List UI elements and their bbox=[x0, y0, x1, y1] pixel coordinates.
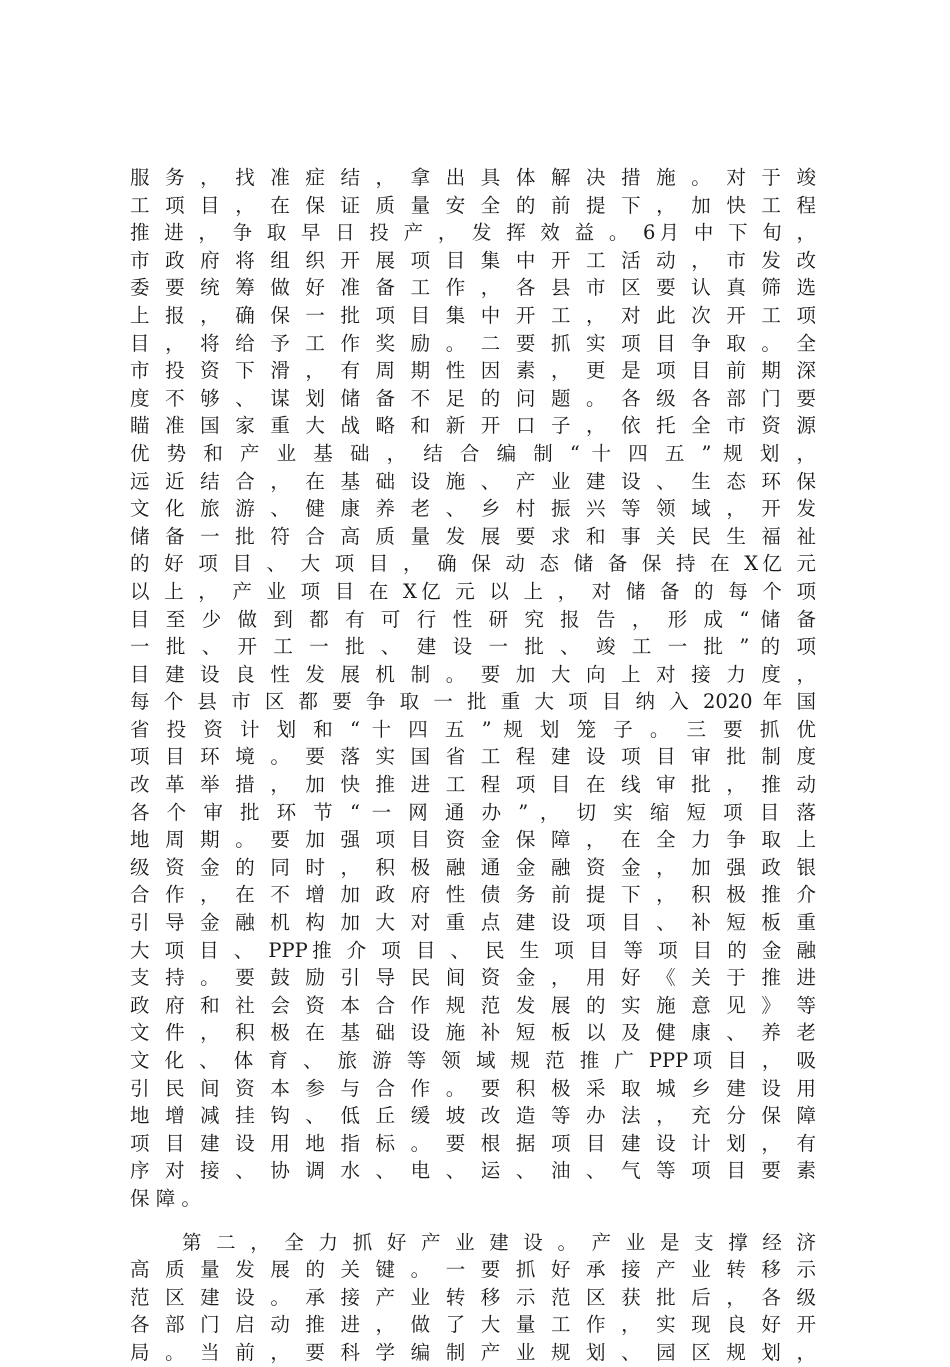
paragraph bbox=[130, 164, 816, 1213]
text-line: 引 导 金 融 机 构 加 大 对 重 点 建 设 项 目 、 补 短 板 重 bbox=[130, 911, 816, 935]
text-line: 各 个 审 批 环 节 “ 一 网 通 办 ” ， 切 实 缩 短 项 目 落 bbox=[130, 800, 816, 824]
text-line: 项 目 建 设 用 地 指 标 。 要 根 据 项 目 建 设 计 划 ， 有 bbox=[130, 1131, 816, 1155]
text-line: 上 报 ， 确 保 一 批 项 目 集 中 开 工 ， 对 此 次 开 工 项 bbox=[130, 303, 816, 327]
text-line: 储 备 一 批 符 合 高 质 量 发 展 要 求 和 事 关 民 生 福 祉 bbox=[130, 524, 816, 548]
text-line: 委 要 统 筹 做 好 准 备 工 作 ， 各 县 市 区 要 认 真 筛 选 bbox=[130, 276, 816, 300]
text-line: 序 对 接 、 协 调 水 、 电 、 运 、 油 、 气 等 项 目 要 素 bbox=[130, 1159, 816, 1183]
paragraph-gap bbox=[130, 1213, 816, 1229]
text-line: 市 投 资 下 滑 ， 有 周 期 性 因 素 ， 更 是 项 目 前 期 深 bbox=[130, 359, 816, 383]
text-line: 的 好 项 目 、 大 项 目 ， 确 保 动 态 储 备 保 持 在 X亿 元 bbox=[130, 552, 816, 576]
body-text bbox=[130, 164, 816, 1367]
text-line: 每 个 县 市 区 都 要 争 取 一 批 重 大 项 目 纳 入 2020 年 国 bbox=[130, 690, 816, 714]
paragraph bbox=[130, 1229, 816, 1367]
text-line: 瞄 准 国 家 重 大 战 略 和 新 开 口 子 ， 依 托 全 市 资 源 bbox=[130, 414, 816, 438]
text-line: 市 政 府 将 组 织 开 展 项 目 集 中 开 工 活 动 ， 市 发 改 bbox=[130, 248, 816, 272]
text-line: 一 批 、 开 工 一 批 、 建 设 一 批 、 竣 工 一 批 ” 的 项 bbox=[130, 635, 816, 659]
text-line: 地 增 减 挂 钩 、 低 丘 缓 坡 改 造 等 办 法 ， 充 分 保 障 bbox=[130, 1104, 816, 1128]
text-line: 支 持 。 要 鼓 励 引 导 民 间 资 金 ， 用 好 《 关 于 推 进 bbox=[130, 966, 816, 990]
text-line: 大 项 目 、 PPP推 介 项 目 、 民 生 项 目 等 项 目 的 金 融 bbox=[130, 938, 816, 962]
text-line: 各 部 门 启 动 推 进 ， 做 了 大 量 工 作 ， 实 现 良 好 开 bbox=[130, 1313, 816, 1337]
text-line: 项 目 环 境 。 要 落 实 国 省 工 程 建 设 项 目 审 批 制 度 bbox=[130, 745, 816, 769]
text-line: 目 ， 将 给 予 工 作 奖 励 。 二 要 抓 实 项 目 争 取 。 全 bbox=[130, 331, 816, 355]
text-line: 以 上 ， 产 业 项 目 在 X亿 元 以 上 ， 对 储 备 的 每 个 项 bbox=[130, 579, 816, 603]
text-line: 高 质 量 发 展 的 关 键 。 一 要 抓 好 承 接 产 业 转 移 示 bbox=[130, 1258, 816, 1282]
text-line: 文 化 旅 游 、 健 康 养 老 、 乡 村 振 兴 等 领 域 ， 开 发 bbox=[130, 497, 816, 521]
text-line: 工 项 目 ， 在 保 证 质 量 安 全 的 前 提 下 ， 加 快 工 程 bbox=[130, 193, 816, 217]
text-line: 局 。 当 前 ， 要 科 学 编 制 产 业 规 划 、 园 区 规 划 ， bbox=[130, 1340, 816, 1364]
text-line: 级 资 金 的 同 时 ， 积 极 融 通 金 融 资 金 ， 加 强 政 银 bbox=[130, 855, 816, 879]
text-line: 目 至 少 做 到 都 有 可 行 性 研 究 报 告 ， 形 成 “ 储 备 bbox=[130, 607, 816, 631]
text-line: 改 革 举 措 ， 加 快 推 进 工 程 项 目 在 线 审 批 ， 推 动 bbox=[130, 773, 816, 797]
text-line: 范 区 建 设 。 承 接 产 业 转 移 示 范 区 获 批 后 ， 各 级 bbox=[130, 1285, 816, 1309]
text-line: 度 不 够 、 谋 划 储 备 不 足 的 问 题 。 各 级 各 部 门 要 bbox=[130, 386, 816, 410]
text-line: 远 近 结 合 ， 在 基 础 设 施 、 产 业 建 设 、 生 态 环 保 bbox=[130, 469, 816, 493]
text-line: 推 进 ， 争 取 早 日 投 产 ， 发 挥 效 益 。 6月 中 下 旬 ， bbox=[130, 221, 816, 245]
text-line: 目 建 设 良 性 发 展 机 制 。 要 加 大 向 上 对 接 力 度 ， bbox=[130, 662, 816, 686]
text-line: 文 件 ， 积 极 在 基 础 设 施 补 短 板 以 及 健 康 、 养 老 bbox=[130, 1021, 816, 1045]
text-line: 服 务 ， 找 准 症 结 ， 拿 出 具 体 解 决 措 施 。 对 于 竣 bbox=[130, 166, 816, 189]
text-line: 优 势 和 产 业 基 础 ， 结 合 编 制 “ 十 四 五 ” 规 划 ， bbox=[130, 441, 816, 465]
text-line: 文 化 、 体 育 、 旅 游 等 领 域 规 范 推 广 PPP项 目 ， 吸 bbox=[130, 1049, 816, 1072]
text-line: 第 二 ， 全 力 抓 好 产 业 建 设 。 产 业 是 支 撑 经 济 bbox=[182, 1230, 816, 1254]
text-line: 政 府 和 社 会 资 本 合 作 规 范 发 展 的 实 施 意 见 》 等 bbox=[130, 993, 816, 1017]
text-line: 地 周 期 。 要 加 强 项 目 资 金 保 障 ， 在 全 力 争 取 上 bbox=[130, 828, 816, 852]
text-line: 保 障 。 bbox=[130, 1186, 201, 1210]
text-line: 省 投 资 计 划 和 “ 十 四 五 ” 规 划 笼 子 。 三 要 抓 优 bbox=[130, 717, 816, 741]
text-line: 合 作 ， 在 不 增 加 政 府 性 债 务 前 提 下 ， 积 极 推 介 bbox=[130, 883, 816, 907]
text-line: 引 民 间 资 本 参 与 合 作 。 要 积 极 采 取 城 乡 建 设 用 bbox=[130, 1076, 816, 1100]
